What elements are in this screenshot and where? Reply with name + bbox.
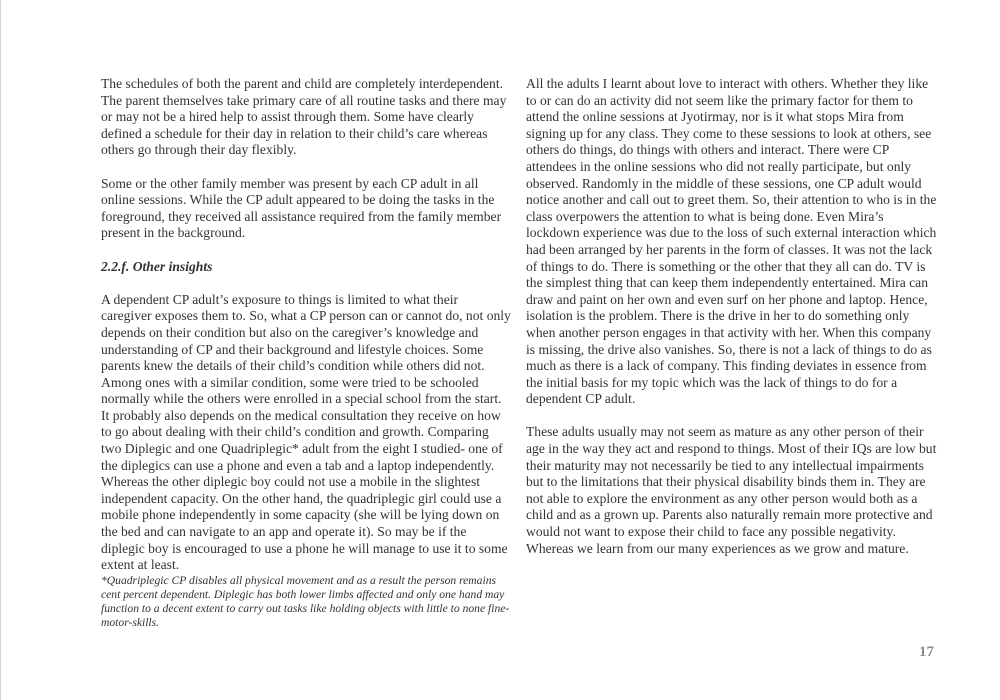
paragraph: The schedules of both the parent and child are completely interdependent. The parent themselves take primary care of all routine tasks and there may or may not be a hired help to assist through them. Some have clearly defined a schedule for their day in relation to their child’s care whereas others go through their day flexibly. — [101, 76, 507, 158]
paragraph: A dependent CP adult’s exposure to things is limited to what their caregiver exposes them to. So, what a CP person can or cannot do, not only depends on their condition but also on the caregiver’s knowledge and understanding of CP and their background and lifestyle choices. Some parents knew the details of their child’s condition while others did not. Among ones with a similar condition, some were tried to be schooled normally while the others were enrolled in a special school from the start. It probably also depends on the medical consultation they receive on how to go about dealing with their child’s condition and growth. Comparing two Diplegic and one Quadriplegic* adult from the eight I studied- one of the diplegics can use a phone and even a tab and a laptop independently. Whereas the other diplegic boy could not use a mobile in the slightest independent capacity. On the other hand, the quadriplegic girl could use a mobile phone independently in some capacity (she will be lying down on the bed and can navigate to an app and operate it). So may be if the diplegic boy is encouraged to use a phone he will manage to use it to some extent at least. — [101, 291, 511, 573]
page-edge — [0, 0, 1, 700]
footnote: *Quadriplegic CP disables all physical movement and as a result the person remains cent percent dependent. Diplegic has both lower limbs affected and only one hand may function to a decent extent to carry out tasks like holding objects with little to none fine-motor-skills. — [101, 573, 510, 630]
section-heading: 2.2.f. Other insights — [101, 258, 213, 274]
page-number: 17 — [919, 644, 934, 660]
right-column — [526, 76, 938, 574]
left-column — [101, 76, 511, 647]
paragraph: These adults usually may not seem as mature as any other person of their age in the way they act and respond to things. Most of their IQs are low but their maturity may not necessarily be tied to any intellectual impairments but to the limitations that their physical disability binds them in. They are not able to explore the environment as any other person would both as a child and as a grown up. Parents also naturally remain more protective and would not want to expose their child to face any possible negativity. Whereas we learn from our many experiences as we grow and mature. — [526, 424, 937, 556]
paragraph: All the adults I learnt about love to interact with others. Whether they like to or can do an activity did not seem like the primary factor for them to attend the online sessions at Jyotirmay, nor is it what stops Mira from signing up for any class. They come to these sessions to look at others, see others do things, do things with others and interact. There were CP attendees in the online sessions who did not really participate, but only observed. Randomly in the middle of these sessions, one CP adult would notice another and call out to greet them. So, their attention to who is in the class overpowers the attention to what is being done. Even Mira’s lockdown experience was due to the loss of such external interaction which had been arranged by her parents in the form of classes. It was not the lack of things to do. There is something or the other that they all can do. TV is the simplest thing that can keep them independently entertained. Mira can draw and paint on her own and even surf on her phone and laptop. Hence, isolation is the problem. There is the drive in her to do something only when another person engages in that activity with her. When this company is missing, the drive also vanishes. So, there is not a lack of things to do as much as there is a lack of company. This finding deviates in essence from the initial basis for my topic which was the lack of things to do for a dependent CP adult. — [526, 76, 937, 407]
paragraph: Some or the other family member was present by each CP adult in all online sessions. While the CP adult appeared to be doing the tasks in the foreground, they received all assistance required from the family member present in the background. — [101, 175, 502, 241]
